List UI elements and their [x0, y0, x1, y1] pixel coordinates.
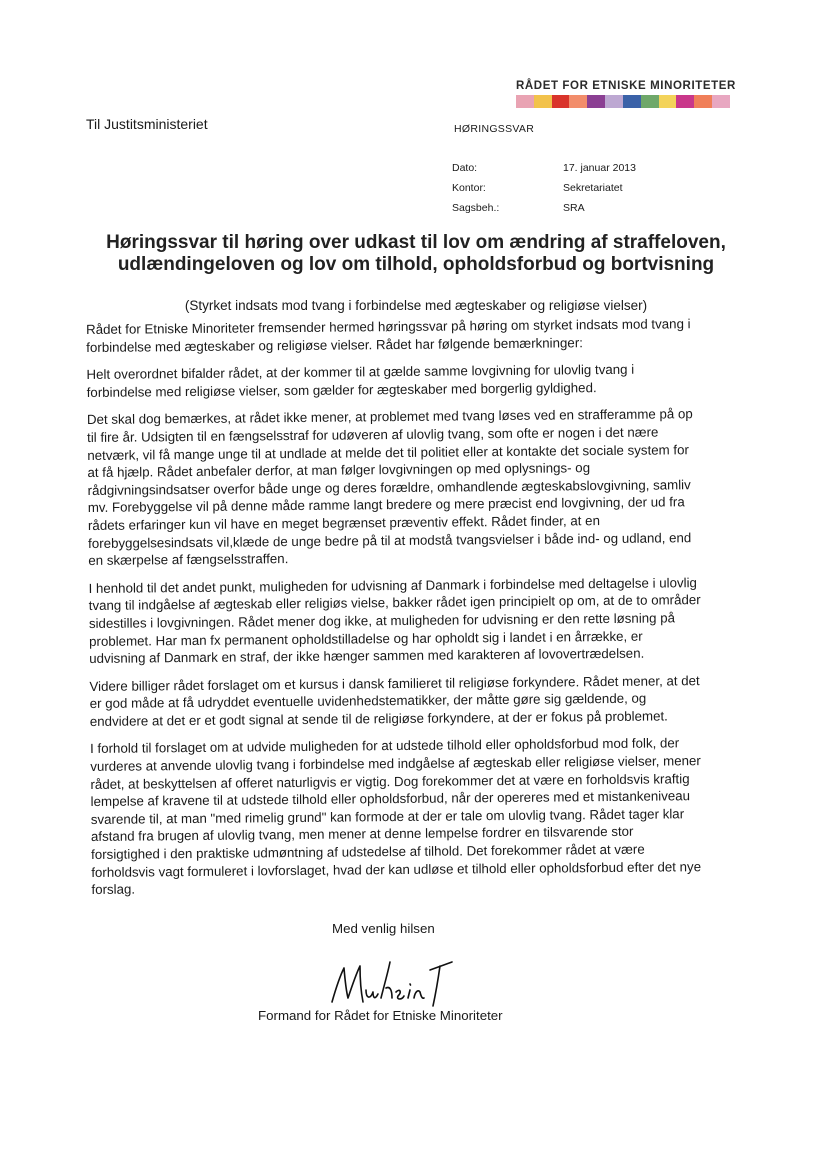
meta-value: SRA	[563, 202, 585, 214]
paragraph: Helt overordnet bifalder rådet, at der kommer til at gælde samme lovgivning for ulovlig tvang i forbindelse med religiøse vielser, som gælder for ægteskaber med borgerlig gyldighed.	[86, 361, 635, 400]
paragraph: I henhold til det andet punkt, muligheden for udvisning af Danmark i forbindelse med deltagelse i ulovlig tvang til indgåelse af ægteskab eller religiøs vielse, bakker rådet igen principielt op om, at de to områder sidestilles i lovgivningen. Rådet mener dog ikke, at muligheden for udvisning er den rette løsning på problemet. Har man fx permanent opholdstilladelse og har opholdt sig i landet i en årrække, er udvisning af Danmark en straf, der ikke hænger sammen med karakteren af lovovertrædelsen.	[88, 574, 701, 667]
meta-label: Dato:	[452, 162, 478, 174]
logo-text: RÅDET FOR ETNISKE MINORITETER	[516, 80, 736, 92]
signatory-title: Formand for Rådet for Etniske Minoriteter	[258, 1008, 503, 1023]
meta-row-date	[452, 158, 636, 178]
meta-row-office	[452, 178, 636, 198]
meta-value: 17. januar 2013	[563, 162, 636, 174]
logo-color-block	[641, 95, 659, 108]
meta-row-case-handler	[452, 198, 636, 218]
logo-color-block	[534, 95, 552, 108]
closing-greeting: Med venlig hilsen	[332, 921, 435, 936]
logo-color-block	[516, 95, 534, 108]
logo-color-block	[569, 95, 587, 108]
metadata-block	[452, 158, 636, 218]
meta-value: Sekretariatet	[563, 182, 623, 194]
paragraph: Videre billiger rådet forslaget om et kursus i dansk familieret til religiøse forkyndere. Rådet mener, at det er god måde at få udryddet eventuelle uvidenhedstematikker, der måtte gøre sig gældende, og endvidere at det er et godt signal at sende til de religiøse forkyndere, at der er fokus på problemet.	[89, 672, 700, 729]
logo-color-block	[605, 95, 623, 108]
logo-color-block	[659, 95, 677, 108]
organization-logo	[516, 80, 736, 108]
logo-color-block	[676, 95, 694, 108]
paragraph: I forhold til forslaget om at udvide muligheden for at udstede tilhold eller opholdsforbud mod folk, der vurderes at anvende ulovlig tvang i forbindelse med indgåelse af ægteskab eller religiøse vielser, mener rådet, at beskyttelsen af offeret naturligvis er vigtig. Dog forekommer det at være en forholdsvis kraftig lempelse af kravene til at udstede tilhold eller opholdsforbud, når der opereres med et mistankeniveau svarende til, at man "med rimelig grund" kan formode at der er tale om ulovlig tvang. Rådet tager klar afstand fra brugen af ulovlig tvang, men mener at denne lempelse fordrer en tilsvarende stor forsigtighed i den praktiske udmøntning af udstedelse af tilhold. Det forekommer rådet at være forholdsvis vagt formuleret i lovforslaget, hvad der kan udløse et tilhold eller opholdsforbud efter det nye forslag.	[90, 735, 702, 898]
paragraph: Det skal dog bemærkes, at rådet ikke mener, at problemet med tvang løses ved en strafferamme på op til fire år. Udsigten til en fængselsstraf for udøveren af ulovlig tvang, som ofte er nogen i det nære netværk, vil få mange unge til at undlade at melde det til politiet eller at kontakte det sociale system for at få hjælp. Rådet anbefaler derfor, at man følger lovgivningen op med oplysnings- og rådgivningsindsatser overfor både unge og deres forældre, omhandlende ægteskabslovgivning, samliv mv. Forebyggelse vil på denne måde ramme langt bredere og mere præcist end lovgivning, der ud fra rådets erfaringer kun vil have en meget begrænset præventiv effekt. Rådet finder, at en forebyggelsesindsats vil,klæde de unge bedre på til at modstå tvangsvielser i både ind- og udland, end en skærpelse af fængselsstraffen.	[86, 406, 693, 569]
meta-label: Kontor:	[452, 182, 486, 194]
document-subtitle: (Styrket indsats mod tvang i forbindelse med ægteskaber og religiøse vielser)	[184, 298, 648, 313]
logo-color-bar	[516, 95, 730, 108]
recipient: Til Justitsministeriet	[86, 116, 208, 132]
handwritten-signature	[326, 958, 456, 1014]
document-type: HØRINGSSVAR	[454, 123, 535, 135]
document-title: Høringssvar til høring over udkast til lov om ændring af straffeloven, udlændingeloven og lov om tilhold, opholdsforbud og bortvisning	[106, 232, 726, 275]
logo-color-block	[587, 95, 605, 108]
letter-body	[86, 315, 704, 909]
logo-color-block	[623, 95, 641, 108]
paragraph: Rådet for Etniske Minoriteter fremsender hermed høringssvar på høring om styrket indsats mod tvang i forbindelse med ægteskaber og religiøse vielser. Rådet har følgende bemærkninger:	[86, 316, 691, 355]
logo-color-block	[694, 95, 712, 108]
logo-color-block	[552, 95, 570, 108]
meta-label: Sagsbeh.:	[452, 202, 500, 214]
logo-color-block	[712, 95, 730, 108]
